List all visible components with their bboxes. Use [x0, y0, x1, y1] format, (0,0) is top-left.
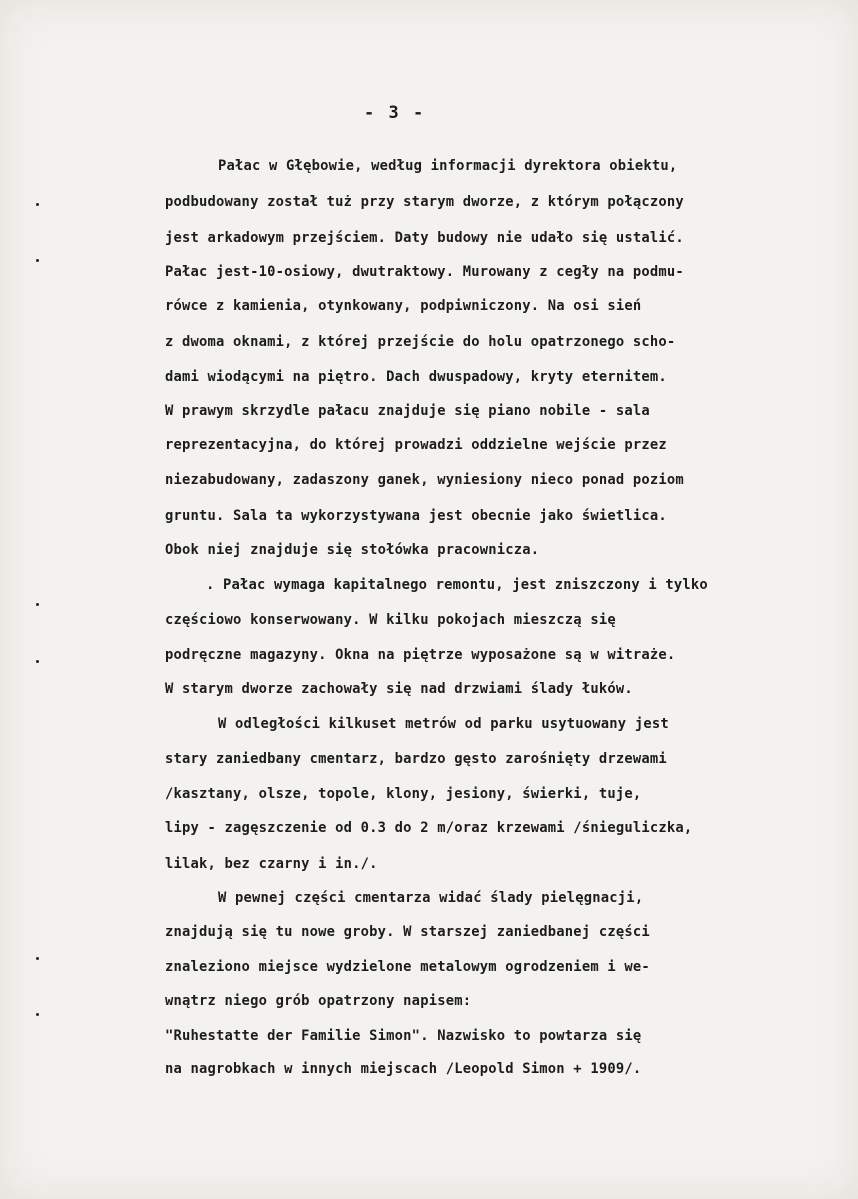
text-line: /kasztany, olsze, topole, klony, jesiony, świerki, tuje, [165, 786, 642, 802]
text-line: z dwoma oknami, z której przejście do holu opatrzonego scho- [165, 334, 676, 350]
margin-mark [36, 660, 39, 663]
margin-mark [36, 259, 39, 262]
text-line: stary zaniedbany cmentarz, bardzo gęsto zarośnięty drzewami [165, 751, 667, 767]
text-line: niezabudowany, zadaszony ganek, wyniesiony nieco ponad poziom [165, 472, 684, 488]
text-line: Pałac jest-10-osiowy, dwutraktowy. Murowany z cegły na podmu- [165, 264, 684, 280]
text-line: lilak, bez czarny i in./. [165, 856, 378, 872]
text-line: podbudowany został tuż przy starym dworze, z którym połączony [165, 194, 684, 210]
text-line: dami wiodącymi na piętro. Dach dwuspadowy, kryty eternitem. [165, 369, 667, 385]
text-line: W prawym skrzydle pałacu znajduje się piano nobile - sala [165, 403, 650, 419]
page-number: - 3 - [364, 103, 426, 123]
margin-mark [36, 203, 39, 206]
text-line: W starym dworze zachowały się nad drzwiami ślady łuków. [165, 681, 633, 697]
text-line: na nagrobkach w innych miejscach /Leopold Simon + 1909/. [165, 1061, 642, 1077]
text-line: podręczne magazyny. Okna na piętrze wyposażone są w witraże. [165, 647, 676, 663]
margin-mark [36, 957, 39, 960]
text-line: Obok niej znajduje się stołówka pracownicza. [165, 542, 540, 558]
text-line: . Pałac wymaga kapitalnego remontu, jest zniszczony i tylko [206, 577, 708, 593]
text-line: jest arkadowym przejściem. Daty budowy nie udało się ustalić. [165, 230, 684, 246]
text-line: znajdują się tu nowe groby. W starszej zaniedbanej części [165, 924, 650, 940]
text-line: reprezentacyjna, do której prowadzi oddzielne wejście przez [165, 437, 667, 453]
text-line: W pewnej części cmentarza widać ślady pielęgnacji, [218, 890, 644, 906]
text-line: lipy - zagęszczenie od 0.3 do 2 m/oraz krzewami /śnieguliczka, [165, 820, 693, 836]
text-line: gruntu. Sala ta wykorzystywana jest obecnie jako świetlica. [165, 508, 667, 524]
text-line: wnątrz niego grób opatrzony napisem: [165, 993, 472, 1009]
text-line: znaleziono miejsce wydzielone metalowym ogrodzeniem i we- [165, 959, 650, 975]
margin-mark [36, 603, 39, 606]
margin-mark [36, 1013, 39, 1016]
text-line: W odległości kilkuset metrów od parku usytuowany jest [218, 716, 669, 732]
text-line: "Ruhestatte der Familie Simon". Nazwisko to powtarza się [165, 1028, 642, 1044]
text-line: rówce z kamienia, otynkowany, podpiwniczony. Na osi sień [165, 298, 642, 314]
text-line: częściowo konserwowany. W kilku pokojach mieszczą się [165, 612, 616, 628]
text-line: Pałac w Głębowie, według informacji dyrektora obiektu, [218, 158, 678, 174]
